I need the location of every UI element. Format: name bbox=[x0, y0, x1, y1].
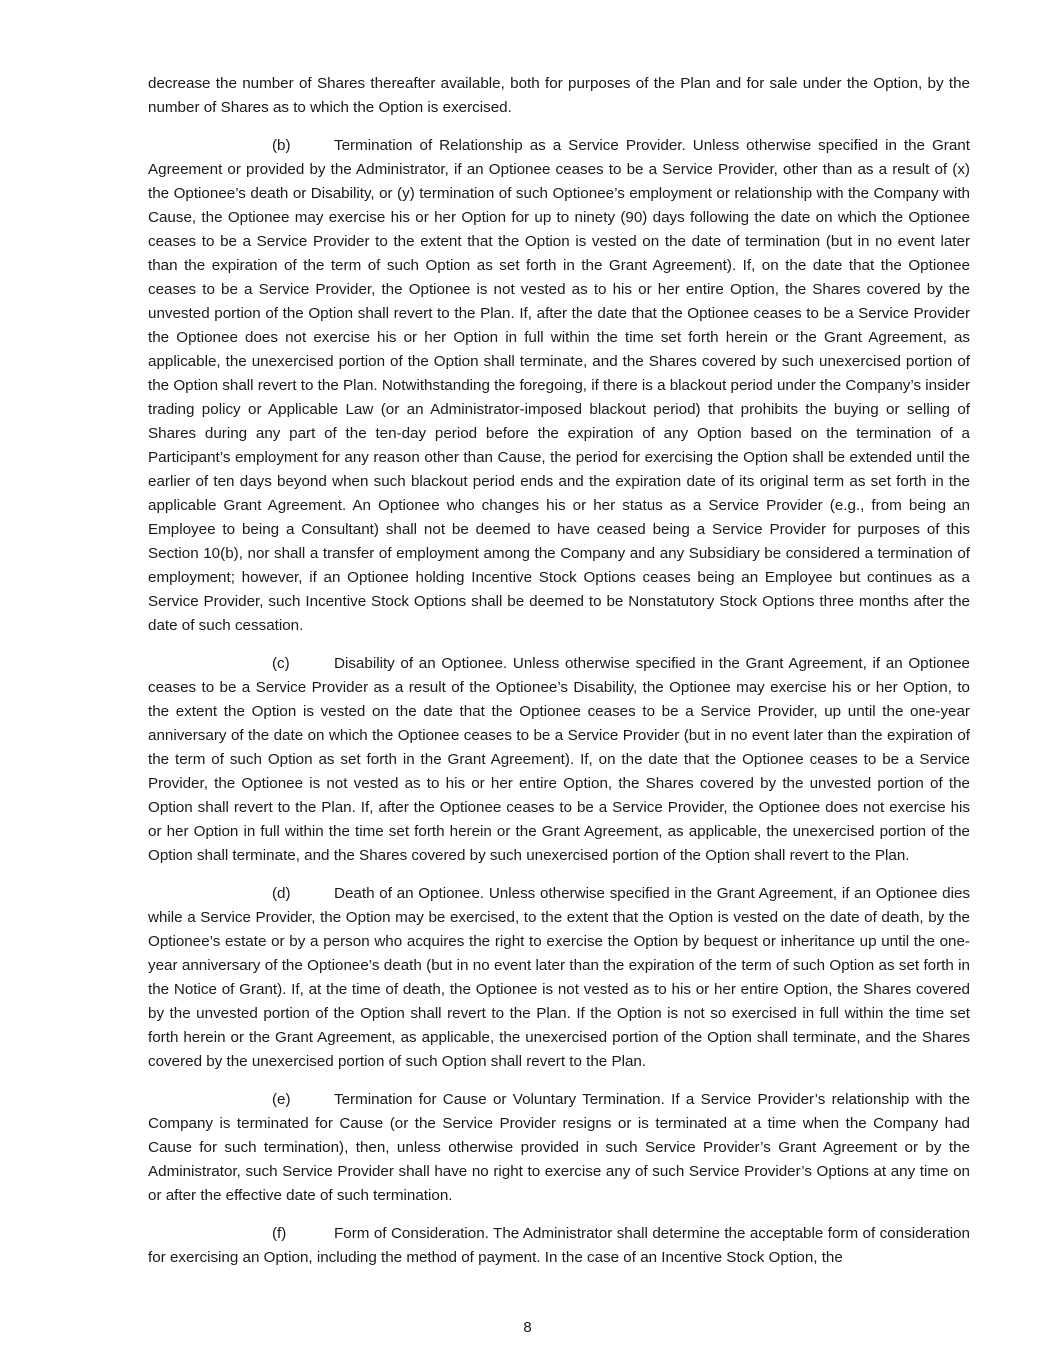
section-d-marker: (d) bbox=[272, 885, 291, 902]
section-c-marker: (c) bbox=[272, 655, 290, 672]
section-b-paragraph bbox=[148, 134, 970, 638]
section-c-heading: Disability of an Optionee. bbox=[334, 655, 508, 672]
section-c-body: Unless otherwise specified in the Grant Agreement, if an Optionee ceases to be a Service Provider as a result of the Optionee’s Disability, the Optionee may exercise his or her Option, to the extent the Option is vested on the date that the Optionee ceases to be a Service Provider, up until the one-year anniversary of the date on which the Optionee ceases to be a Service Provider (but in no event later than the expiration of the term of such Option as set forth in the Grant Agreement). If, on the date that the Optionee ceases to be a Service Provider, the Optionee is not vested as to his or her entire Option, the Shares covered by the unvested portion of the Option shall revert to the Plan. If, after the Optionee ceases to be a Service Provider, the Optionee does not exercise his or her Option in full within the time set forth herein or the Grant Agreement, as applicable, the unexercised portion of the Option shall terminate, and the Shares covered by such unexercised portion of the Option shall revert to the Plan. bbox=[148, 655, 970, 864]
section-b-body: Unless otherwise specified in the Grant Agreement or provided by the Administrator, if an Optionee ceases to be a Service Provider, other than as a result of (x) the Optionee’s death or Disability, or (y) termination of such Optionee’s employment or relationship with the Company with Cause, the Optionee may exercise his or her Option for up to ninety (90) days following the date on which the Optionee ceases to be a Service Provider to the extent that the Option is vested on the date of termination (but in no event later than the expiration of the term of such Option as set forth in the Grant Agreement). If, on the date that the Optionee ceases to be a Service Provider, the Optionee is not vested as to his or her entire Option, the Shares covered by the unvested portion of the Option shall revert to the Plan. If, after the date that the Optionee ceases to be a Service Provider the Optionee does not exercise his or her Option in full within the time set forth herein or the Grant Agreement, as applicable, the unexercised portion of the Option shall terminate, and the Shares covered by such unexercised portion of the Option shall revert to the Plan. Notwithstanding the foregoing, if there is a blackout period under the Company’s insider trading policy or Applicable Law (or an Administrator-imposed blackout period) that prohibits the buying or selling of Shares during any part of the ten-day period before the expiration of any Option based on the termination of a Participant’s employment for any reason other than Cause, the period for exercising the Option shall be extended until the earlier of ten days beyond when such blackout period ends and the expiration date of its original term as set forth in the applicable Grant Agreement. An Optionee who changes his or her status as a Service Provider (e.g., from being an Employee to being a Consultant) shall not be deemed to have ceased being a Service Provider for purposes of this Section 10(b), nor shall a transfer of employment among the Company and any Subsidiary be considered a termination of employment; however, if an Optionee holding Incentive Stock Options ceases being an Employee but continues as a Service Provider, such Incentive Stock Options shall be deemed to be Nonstatutory Stock Options three months after the date of such cessation. bbox=[148, 137, 971, 634]
document-page bbox=[148, 72, 970, 1284]
section-e-heading: Termination for Cause or Voluntary Termination. bbox=[334, 1091, 665, 1108]
section-b-heading: Termination of Relationship as a Service Provider. bbox=[334, 137, 686, 154]
continuation-paragraph: decrease the number of Shares thereafter available, both for purposes of the Plan and for sale under the Option, by the number of Shares as to which the Option is exercised. bbox=[148, 75, 970, 116]
section-c-paragraph bbox=[148, 652, 970, 868]
section-e-marker: (e) bbox=[272, 1091, 291, 1108]
section-d-paragraph bbox=[148, 882, 970, 1074]
section-f-body: The Administrator shall determine the acceptable form of consideration for exercising an Option, including the method of payment. In the case of an Incentive Stock Option, the bbox=[148, 1225, 970, 1266]
section-d-body: Unless otherwise specified in the Grant Agreement, if an Optionee dies while a Service Provider, the Option may be exercised, to the extent that the Option is vested on the date of death, by the Optionee’s estate or by a person who acquires the right to exercise the Option by bequest or inheritance up until the one-year anniversary of the Optionee’s death (but in no event later than the expiration of the term of such Option as set forth in the Notice of Grant). If, at the time of death, the Optionee is not vested as to his or her entire Option, the Shares covered by the unvested portion of the Option shall revert to the Plan. If the Option is not so exercised in full within the time set forth herein or the Grant Agreement, as applicable, the unexercised portion of the Option shall terminate, and the Shares covered by the unexercised portion of such Option shall revert to the Plan. bbox=[148, 885, 970, 1070]
section-e-body: If a Service Provider’s relationship with the Company is terminated for Cause (or the Service Provider resigns or is terminated at a time when the Company had Cause for such termination), then, unless otherwise provided in such Service Provider’s Grant Agreement or by the Administrator, such Service Provider shall have no right to exercise any of such Service Provider’s Options at any time on or after the effective date of such termination. bbox=[148, 1091, 970, 1204]
section-e-paragraph bbox=[148, 1088, 970, 1208]
page-number: 8 bbox=[523, 1319, 532, 1336]
section-f-marker: (f) bbox=[272, 1225, 287, 1242]
section-b-marker: (b) bbox=[272, 137, 291, 154]
section-d-heading: Death of an Optionee. bbox=[334, 885, 485, 902]
section-f-heading: Form of Consideration. bbox=[334, 1225, 489, 1242]
section-f-paragraph bbox=[148, 1222, 970, 1270]
